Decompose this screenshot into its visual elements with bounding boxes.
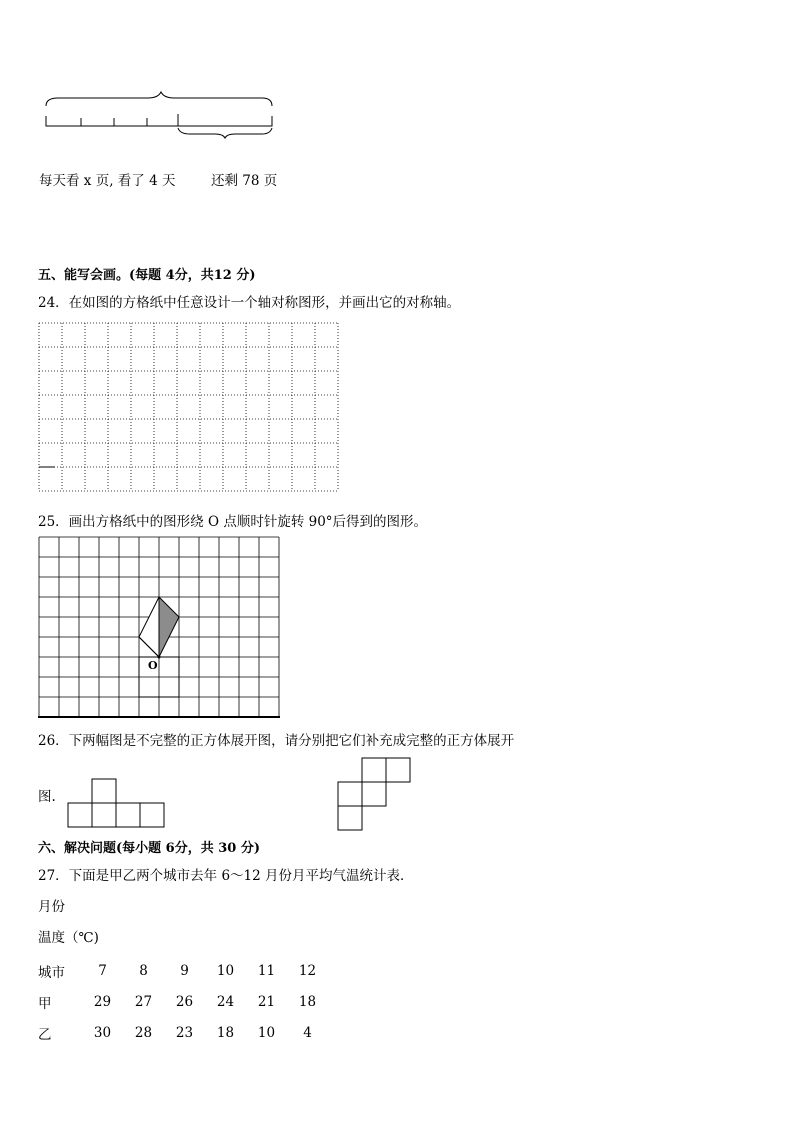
month-cell: 10 — [216, 962, 235, 979]
cube-net-incomplete-1 — [67, 778, 167, 830]
table-row — [38, 1017, 328, 1048]
table-header-month: 月份 — [38, 899, 65, 915]
city-name: 乙 — [38, 1026, 52, 1043]
temp-cell: 24 — [216, 993, 235, 1010]
temp-cell: 4 — [303, 1024, 312, 1041]
top-brace — [46, 92, 272, 106]
month-cell: 7 — [98, 962, 107, 979]
table-row — [38, 955, 328, 986]
segment-bar-diagram — [40, 92, 280, 132]
cube-net-incomplete-2 — [337, 757, 412, 833]
temp-cell: 30 — [93, 1024, 112, 1041]
month-cell: 8 — [139, 962, 148, 979]
city-label: 城市 — [38, 964, 65, 981]
temp-cell: 28 — [134, 1024, 153, 1041]
bar-line — [46, 116, 272, 126]
temp-cell: 18 — [298, 993, 317, 1010]
temp-cell: 26 — [175, 993, 194, 1010]
kite-shaded-half — [159, 597, 179, 657]
bar-caption-left: 每天看 x 页, 看了 4 天 — [39, 173, 176, 189]
temp-cell: 27 — [134, 993, 153, 1010]
question-26-line2: 图. — [38, 789, 56, 805]
question-25: 25．画出方格纸中的图形绕 O 点顺时针旋转 90°后得到的图形。 — [38, 514, 428, 530]
temp-cell: 29 — [93, 993, 112, 1010]
point-o-label: O — [148, 659, 158, 672]
month-cell: 9 — [180, 962, 189, 979]
temp-cell: 23 — [175, 1024, 194, 1041]
question-27: 27．下面是甲乙两个城市去年 6～12 月份月平均气温统计表． — [38, 868, 414, 884]
bottom-brace-right — [178, 128, 272, 138]
kite-white-half — [139, 597, 159, 657]
table-row — [38, 986, 328, 1017]
point-o — [158, 656, 161, 659]
rotation-grid-q25 — [38, 536, 283, 718]
section-6-heading: 六、解决问题(每小题 6分，共 30 分) — [38, 841, 261, 856]
city-name: 甲 — [38, 995, 52, 1012]
temp-cell: 18 — [216, 1024, 235, 1041]
dotted-grid-q24 — [38, 322, 340, 492]
temperature-table — [38, 955, 328, 1048]
temp-cell: 21 — [257, 993, 276, 1010]
question-24: 24．在如图的方格纸中任意设计一个轴对称图形，并画出它的对称轴。 — [38, 295, 461, 311]
question-26-line1: 26．下两幅图是不完整的正方体展开图，请分别把它们补充成完整的正方体展开 — [38, 733, 515, 749]
bar-caption-right: 还剩 78 页 — [211, 173, 278, 189]
section-5-heading: 五、能写会画。(每题 4分，共12 分) — [38, 268, 256, 283]
month-cell: 12 — [298, 962, 317, 979]
temp-cell: 10 — [257, 1024, 276, 1041]
month-cell: 11 — [257, 962, 276, 979]
table-header-temp: 温度（℃) — [38, 930, 99, 946]
